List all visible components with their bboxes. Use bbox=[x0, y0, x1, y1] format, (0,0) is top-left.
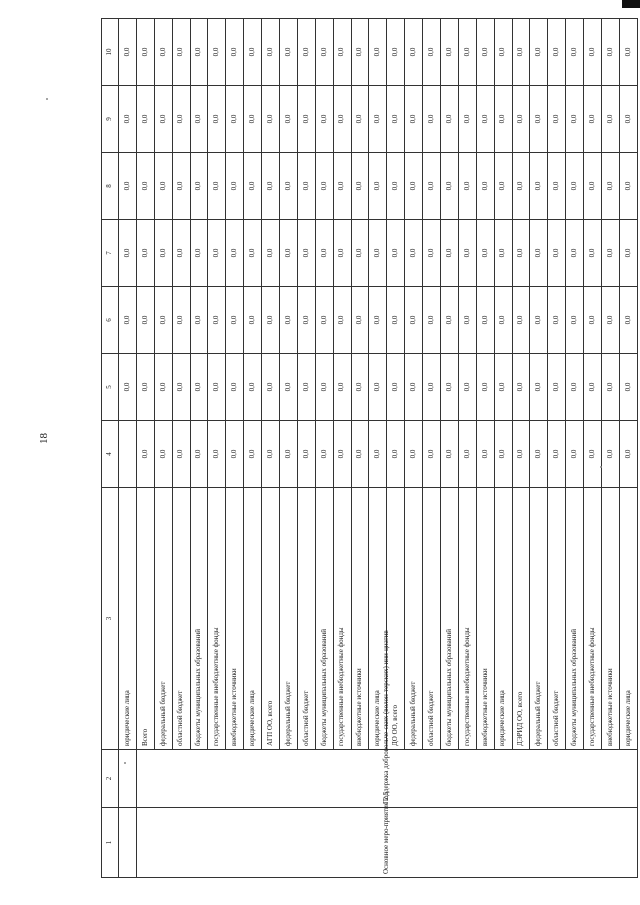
table-row bbox=[226, 19, 244, 878]
cell-col2 bbox=[119, 750, 137, 808]
value-cell: 0,0 bbox=[119, 287, 137, 354]
value-cell: 0,0 bbox=[548, 153, 566, 220]
value-cell: 0,0 bbox=[387, 220, 405, 287]
value-cell: 0,0 bbox=[619, 220, 637, 287]
value-cell: 0,0 bbox=[244, 220, 262, 287]
value-cell: 0,0 bbox=[405, 86, 423, 153]
value-cell: 0,0 bbox=[548, 421, 566, 488]
value-cell: 0,0 bbox=[208, 421, 226, 488]
value-cell: 0,0 bbox=[494, 19, 512, 86]
value-cell: 0,0 bbox=[351, 19, 369, 86]
value-cell: 0,0 bbox=[512, 421, 530, 488]
value-cell: 0,0 bbox=[226, 421, 244, 488]
value-cell: 0,0 bbox=[172, 19, 190, 86]
value-cell: 0,0 bbox=[351, 86, 369, 153]
funding-source: внебюджетные источники bbox=[226, 488, 244, 750]
table-row bbox=[172, 19, 190, 878]
value-cell: 0,0 bbox=[119, 19, 137, 86]
value-cell: 0,0 bbox=[333, 19, 351, 86]
value-cell: 0,0 bbox=[136, 153, 154, 220]
funding-source: государственные внебюджетные фонды bbox=[584, 488, 602, 750]
funding-source: внебюджетные источники bbox=[351, 488, 369, 750]
value-cell: 0,0 bbox=[441, 153, 459, 220]
value-cell: 0,0 bbox=[262, 354, 280, 421]
header-cell: 9 bbox=[102, 86, 119, 153]
funding-source: юридические лица bbox=[119, 488, 137, 750]
value-cell: 0,0 bbox=[190, 19, 208, 86]
header-cell: 2 bbox=[102, 750, 119, 808]
financing-table bbox=[101, 18, 638, 878]
value-cell: 0,0 bbox=[244, 354, 262, 421]
value-cell: 0,0 bbox=[584, 421, 602, 488]
value-cell: 0,0 bbox=[172, 354, 190, 421]
value-cell: 0,0 bbox=[136, 86, 154, 153]
value-cell: 0,0 bbox=[136, 354, 154, 421]
value-cell: 0,0 bbox=[226, 354, 244, 421]
value-cell: 0,0 bbox=[602, 220, 620, 287]
value-cell: 0,0 bbox=[351, 421, 369, 488]
table-row bbox=[619, 19, 637, 878]
value-cell: 0,0 bbox=[423, 86, 441, 153]
funding-source: областной бюджет bbox=[423, 488, 441, 750]
value-cell: 0,0 bbox=[154, 86, 172, 153]
table-row bbox=[315, 19, 333, 878]
funding-source: внебюджетные источники bbox=[476, 488, 494, 750]
table-row bbox=[280, 19, 298, 878]
value-cell: 0,0 bbox=[136, 421, 154, 488]
value-cell: 0,0 bbox=[566, 19, 584, 86]
funding-source: юридические лица bbox=[494, 488, 512, 750]
funding-source: федеральный бюджет bbox=[405, 488, 423, 750]
value-cell: 0,0 bbox=[315, 153, 333, 220]
value-cell: 0,0 bbox=[262, 19, 280, 86]
value-cell: 0,0 bbox=[280, 220, 298, 287]
table-row bbox=[584, 19, 602, 878]
funding-source: бюджеты муниципальных образований bbox=[441, 488, 459, 750]
value-cell: 0,0 bbox=[297, 153, 315, 220]
value-cell: 0,0 bbox=[190, 220, 208, 287]
value-cell: 0,0 bbox=[512, 220, 530, 287]
value-cell: 0,0 bbox=[351, 153, 369, 220]
value-cell: 0,0 bbox=[315, 354, 333, 421]
value-cell: 0,0 bbox=[172, 421, 190, 488]
value-cell: 0,0 bbox=[602, 354, 620, 421]
value-cell: 0,0 bbox=[458, 421, 476, 488]
value-cell: 0,0 bbox=[548, 86, 566, 153]
value-cell: 0,0 bbox=[154, 421, 172, 488]
value-cell: 0,0 bbox=[584, 220, 602, 287]
table-row bbox=[512, 19, 530, 878]
value-cell: 0,0 bbox=[476, 421, 494, 488]
value-cell: 0,0 bbox=[154, 287, 172, 354]
value-cell: 0,0 bbox=[566, 153, 584, 220]
value-cell: 0,0 bbox=[512, 287, 530, 354]
value-cell: 0,0 bbox=[423, 153, 441, 220]
table-row bbox=[136, 19, 154, 878]
value-cell: 0,0 bbox=[119, 153, 137, 220]
funding-source: бюджеты муниципальных образований bbox=[566, 488, 584, 750]
table-row bbox=[119, 19, 137, 878]
value-cell: 0,0 bbox=[423, 287, 441, 354]
header-cell: 3 bbox=[102, 488, 119, 750]
funding-source: областной бюджет bbox=[297, 488, 315, 750]
value-cell: 0,0 bbox=[172, 220, 190, 287]
value-cell: 0,0 bbox=[208, 220, 226, 287]
value-cell: 0,0 bbox=[226, 86, 244, 153]
funding-source: Всего bbox=[136, 488, 154, 750]
value-cell: 0,0 bbox=[476, 19, 494, 86]
value-cell: 0,0 bbox=[154, 220, 172, 287]
value-cell: 0,0 bbox=[190, 86, 208, 153]
value-cell: 0,0 bbox=[619, 153, 637, 220]
value-cell: 0,0 bbox=[262, 287, 280, 354]
value-cell: 0,0 bbox=[244, 287, 262, 354]
header-cell: 8 bbox=[102, 153, 119, 220]
value-cell: 0,0 bbox=[566, 354, 584, 421]
value-cell: 0,0 bbox=[297, 19, 315, 86]
value-cell: 0,0 bbox=[566, 86, 584, 153]
value-cell bbox=[119, 421, 137, 488]
value-cell: 0,0 bbox=[405, 287, 423, 354]
value-cell: 0,0 bbox=[530, 153, 548, 220]
value-cell: 0,0 bbox=[530, 421, 548, 488]
value-cell: 0,0 bbox=[119, 354, 137, 421]
value-cell: 0,0 bbox=[458, 354, 476, 421]
value-cell: 0,0 bbox=[458, 19, 476, 86]
funding-source: федеральный бюджет bbox=[280, 488, 298, 750]
value-cell: 0,0 bbox=[351, 354, 369, 421]
funding-source: государственные внебюджетные фонды bbox=[458, 488, 476, 750]
value-cell: 0,0 bbox=[119, 86, 137, 153]
value-cell: 0,0 bbox=[530, 19, 548, 86]
value-cell: 0,0 bbox=[494, 287, 512, 354]
value-cell: 0,0 bbox=[441, 287, 459, 354]
funding-source: юридические лица bbox=[619, 488, 637, 750]
value-cell: 0,0 bbox=[226, 220, 244, 287]
value-cell: 0,0 bbox=[262, 86, 280, 153]
value-cell: 0,0 bbox=[226, 153, 244, 220]
value-cell: 0,0 bbox=[315, 287, 333, 354]
value-cell: 0,0 bbox=[476, 153, 494, 220]
table-row bbox=[602, 19, 620, 878]
header-row bbox=[102, 19, 119, 878]
value-cell: 0,0 bbox=[584, 354, 602, 421]
header-cell: 10 bbox=[102, 19, 119, 86]
value-cell: 0,0 bbox=[387, 421, 405, 488]
table-row bbox=[154, 19, 172, 878]
value-cell: 0,0 bbox=[136, 287, 154, 354]
value-cell: 0,0 bbox=[423, 19, 441, 86]
value-cell: 0,0 bbox=[315, 86, 333, 153]
value-cell: 0,0 bbox=[297, 220, 315, 287]
value-cell: 0,0 bbox=[441, 19, 459, 86]
value-cell: 0,0 bbox=[315, 19, 333, 86]
cell-col1 bbox=[119, 808, 137, 878]
value-cell: 0,0 bbox=[244, 86, 262, 153]
value-cell: 0,0 bbox=[619, 19, 637, 86]
value-cell: 0,0 bbox=[369, 220, 387, 287]
table-body bbox=[119, 19, 638, 878]
scan-corner-mark bbox=[622, 0, 640, 8]
funding-source: областной бюджет bbox=[548, 488, 566, 750]
value-cell: 0,0 bbox=[351, 287, 369, 354]
value-cell: 0,0 bbox=[119, 220, 137, 287]
value-cell: 0,0 bbox=[172, 86, 190, 153]
value-cell: 0,0 bbox=[602, 86, 620, 153]
value-cell: 0,0 bbox=[602, 19, 620, 86]
value-cell: 0,0 bbox=[476, 354, 494, 421]
value-cell: 0,0 bbox=[387, 354, 405, 421]
value-cell: 0,0 bbox=[280, 19, 298, 86]
value-cell: 0,0 bbox=[172, 153, 190, 220]
value-cell: 0,0 bbox=[530, 220, 548, 287]
value-cell: 0,0 bbox=[458, 153, 476, 220]
table-row bbox=[208, 19, 226, 878]
table-row bbox=[244, 19, 262, 878]
header-cell: 6 bbox=[102, 287, 119, 354]
value-cell: 0,0 bbox=[405, 153, 423, 220]
funding-source: федеральный бюджет bbox=[530, 488, 548, 750]
value-cell: 0,0 bbox=[297, 421, 315, 488]
value-cell: 0,0 bbox=[512, 153, 530, 220]
value-cell: 0,0 bbox=[494, 354, 512, 421]
value-cell: 0,0 bbox=[208, 287, 226, 354]
table-row bbox=[297, 19, 315, 878]
value-cell: 0,0 bbox=[154, 354, 172, 421]
value-cell: 0,0 bbox=[297, 287, 315, 354]
value-cell: 0,0 bbox=[405, 354, 423, 421]
value-cell: 0,0 bbox=[512, 19, 530, 86]
value-cell: 0,0 bbox=[369, 354, 387, 421]
header-cell: 4 bbox=[102, 421, 119, 488]
header-cell: 1 bbox=[102, 808, 119, 878]
scan-speck bbox=[600, 466, 602, 468]
value-cell: 0,0 bbox=[280, 354, 298, 421]
funding-source: федеральный бюджет bbox=[154, 488, 172, 750]
value-cell: 0,0 bbox=[512, 354, 530, 421]
value-cell: 0,0 bbox=[244, 153, 262, 220]
value-cell: 0,0 bbox=[369, 287, 387, 354]
value-cell: 0,0 bbox=[315, 220, 333, 287]
value-cell: 0,0 bbox=[226, 287, 244, 354]
value-cell: 0,0 bbox=[136, 19, 154, 86]
value-cell: 0,0 bbox=[190, 421, 208, 488]
value-cell: 0,0 bbox=[494, 421, 512, 488]
funding-source: бюджеты муниципальных образований bbox=[315, 488, 333, 750]
value-cell: 0,0 bbox=[584, 153, 602, 220]
value-cell: 0,0 bbox=[244, 421, 262, 488]
funding-source: ДО ОО, всего bbox=[387, 488, 405, 750]
value-cell: 0,0 bbox=[190, 287, 208, 354]
value-cell: 0,0 bbox=[476, 86, 494, 153]
value-cell: 0,0 bbox=[602, 153, 620, 220]
value-cell: 0,0 bbox=[548, 354, 566, 421]
value-cell: 0,0 bbox=[619, 354, 637, 421]
value-cell: 0,0 bbox=[154, 19, 172, 86]
value-cell: 0,0 bbox=[369, 421, 387, 488]
value-cell: 0,0 bbox=[208, 19, 226, 86]
value-cell: 0,0 bbox=[566, 220, 584, 287]
value-cell: 0,0 bbox=[244, 19, 262, 86]
table-row bbox=[423, 19, 441, 878]
value-cell: 0,0 bbox=[369, 86, 387, 153]
value-cell: 0,0 bbox=[494, 220, 512, 287]
scan-speck bbox=[124, 762, 126, 764]
funding-source: ДЭРИД ОО, всего bbox=[512, 488, 530, 750]
value-cell: 0,0 bbox=[208, 354, 226, 421]
value-cell: 0,0 bbox=[476, 287, 494, 354]
value-cell: 0,0 bbox=[333, 287, 351, 354]
value-cell: 0,0 bbox=[619, 86, 637, 153]
table-row bbox=[351, 19, 369, 878]
value-cell: 0,0 bbox=[351, 220, 369, 287]
value-cell: 0,0 bbox=[441, 421, 459, 488]
value-cell: 0,0 bbox=[494, 153, 512, 220]
table-row bbox=[333, 19, 351, 878]
value-cell: 0,0 bbox=[405, 220, 423, 287]
value-cell: 0,0 bbox=[333, 86, 351, 153]
value-cell: 0,0 bbox=[602, 421, 620, 488]
scan-speck bbox=[46, 98, 48, 100]
table-row bbox=[494, 19, 512, 878]
value-cell: 0,0 bbox=[333, 421, 351, 488]
page-number: 18 bbox=[38, 433, 50, 444]
value-cell: 0,0 bbox=[280, 287, 298, 354]
value-cell: 0,0 bbox=[458, 220, 476, 287]
value-cell: 0,0 bbox=[566, 421, 584, 488]
value-cell: 0,0 bbox=[423, 421, 441, 488]
value-cell: 0,0 bbox=[423, 354, 441, 421]
value-cell: 0,0 bbox=[226, 19, 244, 86]
rotated-table-wrapper bbox=[101, 18, 632, 878]
value-cell: 0,0 bbox=[441, 220, 459, 287]
header-cell: 7 bbox=[102, 220, 119, 287]
value-cell: 0,0 bbox=[405, 421, 423, 488]
value-cell: 0,0 bbox=[369, 19, 387, 86]
value-cell: 0,0 bbox=[548, 19, 566, 86]
value-cell: 0,0 bbox=[262, 421, 280, 488]
value-cell: 0,0 bbox=[333, 220, 351, 287]
table-row bbox=[476, 19, 494, 878]
value-cell: 0,0 bbox=[333, 354, 351, 421]
value-cell: 0,0 bbox=[208, 153, 226, 220]
funding-source: государственные внебюджетные фонды bbox=[333, 488, 351, 750]
value-cell: 0,0 bbox=[530, 287, 548, 354]
value-cell: 0,0 bbox=[458, 86, 476, 153]
value-cell: 0,0 bbox=[387, 19, 405, 86]
value-cell: 0,0 bbox=[584, 19, 602, 86]
table-row bbox=[566, 19, 584, 878]
table-row bbox=[548, 19, 566, 878]
value-cell: 0,0 bbox=[262, 220, 280, 287]
funding-source: юридические лица bbox=[369, 488, 387, 750]
value-cell: 0,0 bbox=[387, 287, 405, 354]
funding-source: государственные внебюджетные фонды bbox=[208, 488, 226, 750]
table-row bbox=[405, 19, 423, 878]
funding-source: юридические лица bbox=[244, 488, 262, 750]
value-cell: 0,0 bbox=[619, 287, 637, 354]
value-cell: 0,0 bbox=[494, 86, 512, 153]
value-cell: 0,0 bbox=[190, 153, 208, 220]
funding-source: бюджеты муниципальных образований bbox=[190, 488, 208, 750]
value-cell: 0,0 bbox=[441, 86, 459, 153]
value-cell: 0,0 bbox=[602, 287, 620, 354]
value-cell: 0,0 bbox=[315, 421, 333, 488]
value-cell: 0,0 bbox=[387, 153, 405, 220]
value-cell: 0,0 bbox=[548, 287, 566, 354]
value-cell: 0,0 bbox=[280, 86, 298, 153]
value-cell: 0,0 bbox=[369, 153, 387, 220]
table-row bbox=[262, 19, 280, 878]
table-row bbox=[441, 19, 459, 878]
value-cell: 0,0 bbox=[476, 220, 494, 287]
table-row bbox=[190, 19, 208, 878]
value-cell: 0,0 bbox=[297, 86, 315, 153]
value-cell: 0,0 bbox=[619, 421, 637, 488]
value-cell: 0,0 bbox=[405, 19, 423, 86]
value-cell: 0,0 bbox=[566, 287, 584, 354]
value-cell: 0,0 bbox=[208, 86, 226, 153]
funding-source: АГП ОО, всего bbox=[262, 488, 280, 750]
value-cell: 0,0 bbox=[297, 354, 315, 421]
value-cell: 0,0 bbox=[172, 287, 190, 354]
value-cell: 0,0 bbox=[280, 153, 298, 220]
value-cell: 0,0 bbox=[387, 86, 405, 153]
value-cell: 0,0 bbox=[530, 86, 548, 153]
value-cell: 0,0 bbox=[512, 86, 530, 153]
value-cell: 0,0 bbox=[548, 220, 566, 287]
value-cell: 0,0 bbox=[458, 287, 476, 354]
value-cell: 0,0 bbox=[136, 220, 154, 287]
funding-source: внебюджетные источники bbox=[602, 488, 620, 750]
value-cell: 0,0 bbox=[423, 220, 441, 287]
value-cell: 0,0 bbox=[154, 153, 172, 220]
value-cell: 0,0 bbox=[280, 421, 298, 488]
value-cell: 0,0 bbox=[441, 354, 459, 421]
value-cell: 0,0 bbox=[584, 86, 602, 153]
table-row bbox=[458, 19, 476, 878]
main-activity-label: Основное меро-приятие 2.5 bbox=[136, 808, 637, 878]
funding-source: областной бюджет bbox=[172, 488, 190, 750]
activity-name: Поддержка добровольче-ских (волон-терских) ини-циатив bbox=[136, 750, 637, 808]
header-cell: 5 bbox=[102, 354, 119, 421]
value-cell: 0,0 bbox=[584, 287, 602, 354]
table-row bbox=[530, 19, 548, 878]
value-cell: 0,0 bbox=[190, 354, 208, 421]
value-cell: 0,0 bbox=[530, 354, 548, 421]
value-cell: 0,0 bbox=[262, 153, 280, 220]
value-cell: 0,0 bbox=[333, 153, 351, 220]
